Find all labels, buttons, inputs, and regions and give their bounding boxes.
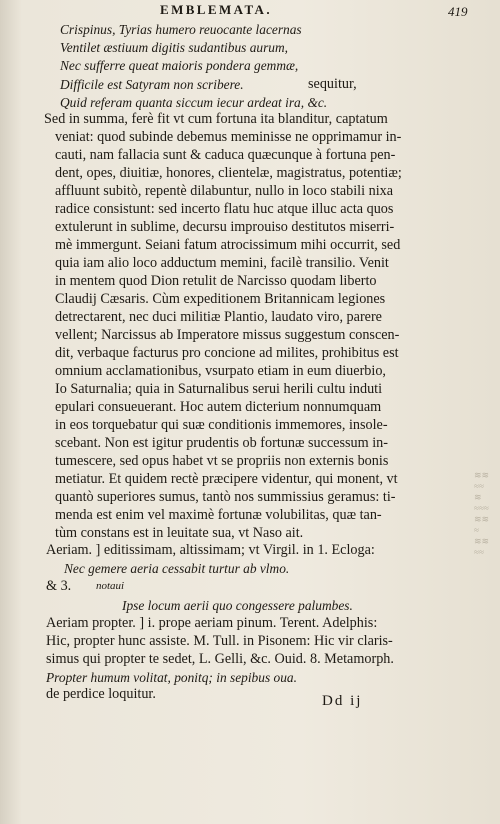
prose-line: affluunt subitò, repentè dilabuntur, nullo in loco stabili nixa	[55, 183, 394, 199]
prose-line: in eos torquebatur qui suæ conditionis immemores, insole-	[55, 417, 388, 433]
note-propter: Aeriam propter. ] i. prope aeriam pinum. Terent. Adelphis:	[46, 615, 378, 631]
note-verse: Ipse locum aerii quo congessere palumbes.	[122, 598, 353, 613]
verse-line: Difficile est Satyram non scribere.	[60, 77, 244, 92]
page-number: 419	[448, 4, 468, 19]
prose-line: epulari consueuerant. Hoc autem dicterium nonnumquam	[55, 399, 382, 415]
note-perdice: de perdice loquitur.	[46, 686, 156, 702]
prose-line: menda est enim vel maximè fortunæ volubilitas, quæ tan-	[55, 507, 382, 523]
prose-line: tumescere, sed opus habet vt se propriis non externis bonis	[55, 453, 389, 469]
prose-line: detrectarent, nec duci militiæ Plantio, laudato viro, parere	[55, 309, 382, 325]
prose-line: Claudij Cæsaris. Cùm expeditionem Britannicam legiones	[55, 291, 386, 307]
prose-line: cauti, nam fallacia sunt & caduca quæcunque à fortuna pen-	[55, 147, 396, 163]
note-notaui: notaui	[96, 580, 125, 592]
verse-line: Quid referam quanta siccum iecur ardeat ira, &c.	[60, 95, 328, 110]
prose-line: omnium acclamationibus, vsurpato etiam in eum diuerbio,	[55, 363, 386, 379]
prose-line: Sed in summa, ferè fit vt cum fortuna ita blanditur, captatum	[44, 111, 388, 127]
prose-line: dit, verbaque facturus pro concione ad milites, prohibitus est	[55, 345, 399, 361]
verse-line: Nec sufferre queat maioris pondera gemmæ,	[60, 58, 299, 73]
verse-line: Ventilet æstiuum digitis sudantibus aurum,	[60, 40, 289, 55]
note-verse: Propter humum volitat, ponitq; in sepibus oua.	[46, 670, 297, 685]
note-aeriam: Aeriam. ] editissimam, altissimam; vt Virgil. in 1. Ecloga:	[46, 542, 375, 558]
prose-line: in mentem quod Dion retulit de Narcisso quodam liberto	[55, 273, 377, 289]
prose-line: veniat: quod subinde debemus meminisse ne opprimamur in-	[55, 129, 402, 145]
sequitur-text: sequitur,	[308, 76, 357, 92]
note-section-ref: & 3.	[46, 578, 72, 594]
note-propter: simus qui propter te sedet, L. Gelli, &c. Ouid. 8. Metamorph.	[46, 651, 394, 667]
page-header	[0, 0, 500, 20]
prose-line: metiatur. Et quidem rectè præcipere videntur, qui monent, vt	[55, 471, 398, 487]
prose-line: Io Saturnalia; quia in Saturnalibus serui herili cultu induti	[55, 381, 383, 397]
prose-line: tùm constans est in leuitate sua, vt Naso ait.	[55, 525, 304, 541]
prose-line: vellent; Narcissus ab Imperatore missus suggestum conscen-	[55, 327, 400, 343]
signature-mark: Dd ij	[322, 693, 363, 709]
running-head: EMBLEMATA.	[160, 2, 272, 17]
prose-line: quia iam alio loco adductum memini, facilè transilio. Venit	[55, 255, 389, 271]
verse-line: Crispinus, Tyrias humero reuocante lacernas	[60, 22, 302, 37]
note-propter: Hic, propter hunc assiste. M. Tull. in Pisonem: Hic vir claris-	[46, 633, 393, 649]
bleed-through: ≋≋ ≈≈ ≋ ≈≈≈ ≋≋ ≈ ≋≋ ≈≈	[474, 470, 490, 557]
prose-line: dent, opes, diuitiæ, honores, clientelæ, magistratus, potentiæ;	[55, 165, 402, 181]
prose-line: radice consistunt: sed incerto flatu huc atque illuc acta quos	[55, 201, 394, 217]
note-verse: Nec gemere aeria cessabit turtur ab vlmo.	[64, 561, 290, 576]
prose-line: quantò superiores sumus, tantò nos summissius geramus: ti-	[55, 489, 396, 505]
prose-line: mè immergunt. Seiani fatum atrocissimum mihi occurrit, sed	[55, 237, 401, 253]
prose-line: extulerunt in sublime, decursu improuiso destitutos miserri-	[55, 219, 395, 235]
prose-line: scebant. Non est igitur prudentis ob fortunæ successum in-	[55, 435, 388, 451]
